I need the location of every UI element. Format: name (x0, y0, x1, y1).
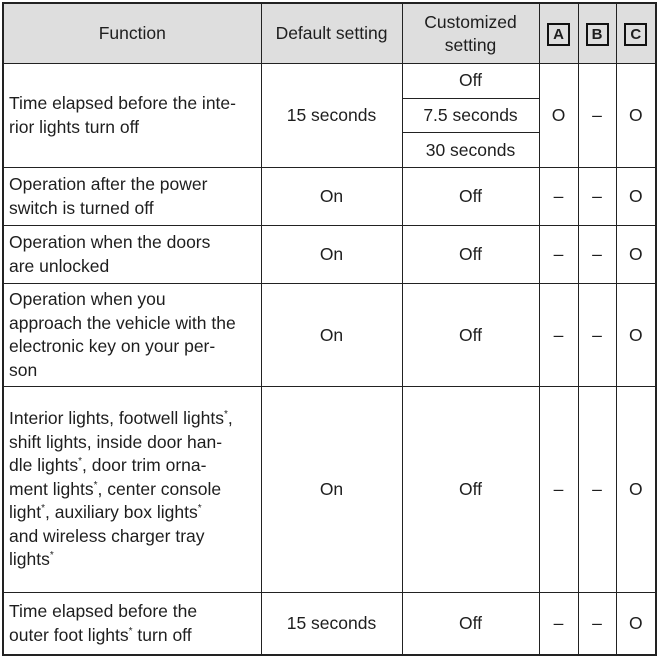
method-c-cell: O (616, 387, 656, 593)
header-c (616, 3, 656, 64)
customization-table (2, 2, 657, 656)
header-b (578, 3, 616, 64)
method-c-cell: O (616, 593, 656, 656)
customized-setting-cell: Off (402, 226, 539, 284)
function-line: switch is turned off (9, 197, 154, 218)
function-line: and wireless charger tray (9, 525, 205, 546)
function-line: Time elapsed before the (9, 601, 198, 621)
footnote-asterisk: * (128, 625, 133, 637)
function-line: dle lights*, door trim orna- (9, 455, 207, 476)
footnote-asterisk: * (41, 503, 46, 515)
method-b-cell: – (578, 284, 616, 387)
function-cell (3, 64, 261, 168)
table-row (3, 168, 656, 226)
table-row (3, 387, 656, 593)
default-setting-cell: On (261, 226, 402, 284)
function-line: Interior lights, footwell lights*, (9, 408, 233, 429)
function-line: rior lights turn off (9, 116, 140, 137)
function-line: Time elapsed before the inte- (9, 93, 236, 113)
function-line: light*, auxiliary box lights* (9, 502, 202, 523)
customized-setting-cell: Off (402, 593, 539, 656)
header-a (539, 3, 578, 64)
method-c-cell: O (616, 226, 656, 284)
method-c-cell: O (616, 64, 656, 168)
default-setting-cell: 15 seconds (261, 64, 402, 168)
customized-setting-cell: 30 seconds (402, 133, 539, 168)
method-b-badge: B (586, 23, 609, 46)
function-line: outer foot lights* turn off (9, 624, 192, 645)
function-cell (3, 168, 261, 226)
customized-setting-cell: Off (402, 387, 539, 593)
method-c-cell: O (616, 284, 656, 387)
table-row (3, 284, 656, 387)
footnote-asterisk: * (223, 409, 228, 421)
method-b-cell: – (578, 64, 616, 168)
footnote-asterisk: * (197, 503, 202, 515)
default-setting-cell: On (261, 168, 402, 226)
function-line: ment lights*, center console (9, 478, 222, 499)
default-setting-cell: On (261, 387, 402, 593)
footnote-asterisk: * (78, 456, 82, 468)
function-cell (3, 387, 261, 593)
footnote-asterisk: * (49, 550, 54, 562)
method-c-cell: O (616, 168, 656, 226)
function-line: shift lights, inside door han- (9, 431, 223, 452)
table-row (3, 226, 656, 284)
method-b-cell: – (578, 387, 616, 593)
header-default-setting: Default setting (261, 3, 402, 64)
customized-setting-cell: 7.5 seconds (402, 98, 539, 133)
function-line: lights* (9, 549, 54, 570)
method-c-badge: C (624, 23, 647, 46)
method-a-cell: O (539, 64, 578, 168)
function-cell (3, 284, 261, 387)
function-cell (3, 226, 261, 284)
function-cell (3, 593, 261, 656)
table-row (3, 64, 656, 99)
function-line: electronic key on your per- (9, 336, 216, 356)
method-b-cell: – (578, 226, 616, 284)
method-a-cell: – (539, 168, 578, 226)
function-line: Operation after the power (9, 174, 208, 194)
function-line: Operation when the doors (9, 232, 211, 252)
default-setting-cell: 15 seconds (261, 593, 402, 656)
customized-setting-cell: Off (402, 168, 539, 226)
function-line: son (9, 359, 38, 380)
method-a-cell: – (539, 593, 578, 656)
method-a-cell: – (539, 284, 578, 387)
method-b-cell: – (578, 168, 616, 226)
header-function: Function (3, 3, 261, 64)
header-row (3, 3, 656, 64)
default-setting-cell: On (261, 284, 402, 387)
function-line: approach the vehicle with the (9, 312, 236, 333)
method-a-cell: – (539, 226, 578, 284)
header-customized-setting (402, 3, 539, 64)
function-line: are unlocked (9, 255, 110, 276)
header-customized-line1: Customized (424, 11, 517, 32)
method-b-cell: – (578, 593, 616, 656)
customized-setting-cell: Off (402, 64, 539, 99)
function-line: Operation when you (9, 289, 166, 309)
method-a-cell: – (539, 387, 578, 593)
customized-setting-cell: Off (402, 284, 539, 387)
table-row (3, 593, 656, 656)
method-a-badge: A (547, 23, 570, 46)
footnote-asterisk: * (93, 479, 98, 491)
header-customized-line2: setting (444, 34, 497, 55)
